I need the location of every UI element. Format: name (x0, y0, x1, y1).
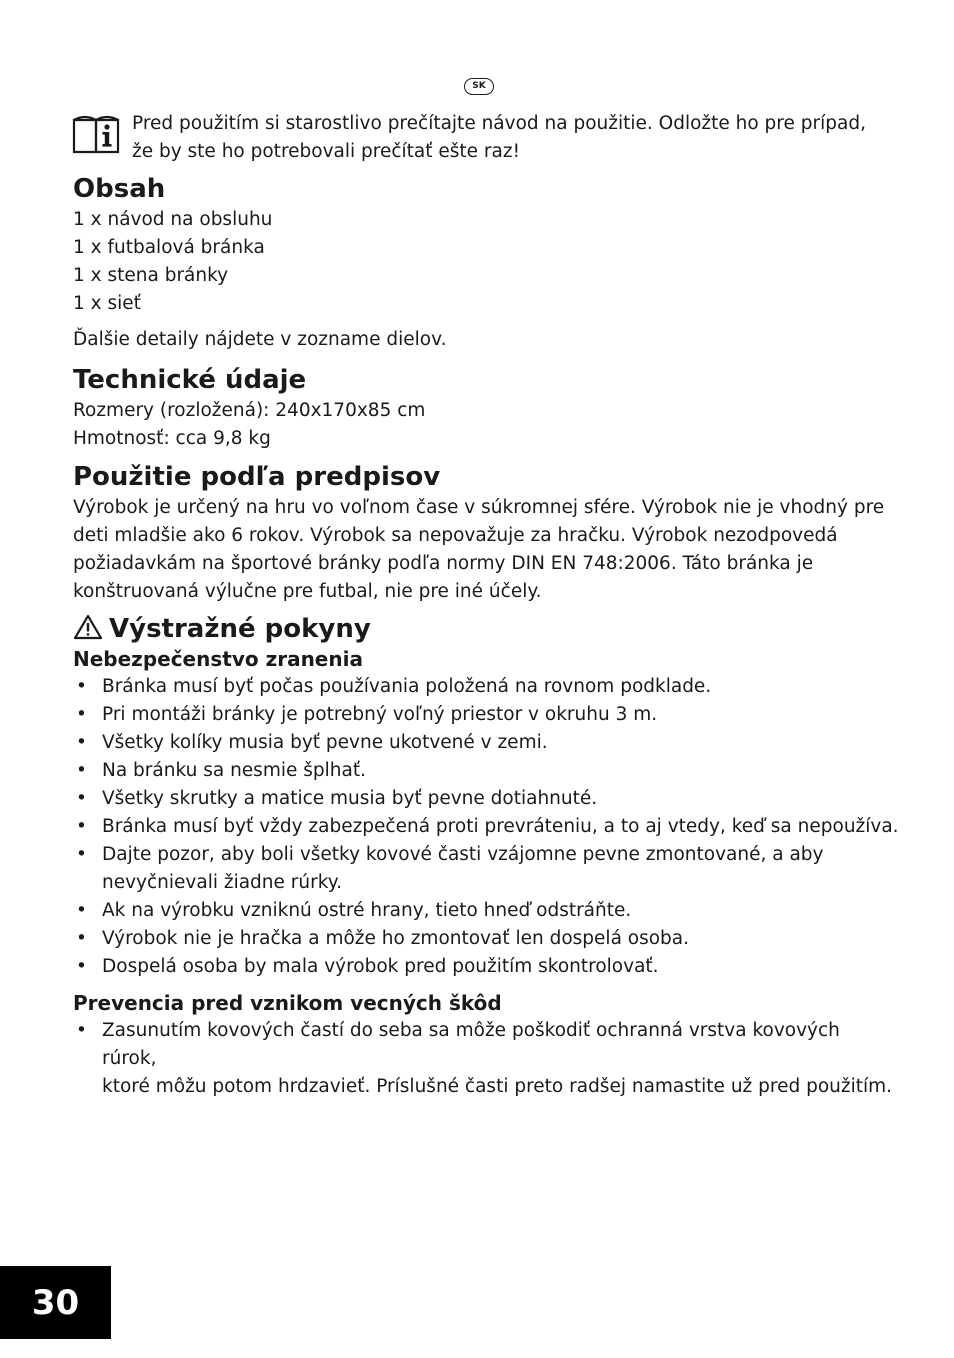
obsah-item: 1 x sieť (73, 293, 141, 314)
technical-heading: Technické údaje (73, 365, 307, 395)
technical-line: Rozmery (rozložená): 240x170x85 cm (73, 400, 426, 421)
obsah-heading: Obsah (73, 174, 166, 204)
injury-subheading: Nebezpečenstvo zranenia (73, 647, 363, 671)
list-item: • Pri montáži bránky je potrebný voľný priestor v okruhu 3 m. (76, 704, 658, 725)
section-obsah (73, 172, 893, 354)
obsah-item: 1 x stena bránky (73, 265, 229, 286)
list-item: • Všetky skrutky a matice musia byť pevne dotiahnuté. (76, 788, 598, 809)
usage-line: požiadavkám na športové bránky podľa normy DIN EN 748:2006. Táto bránka je (73, 553, 814, 574)
list-item: • Bránka musí byť vždy zabezpečená proti prevráteniu, a to aj vtedy, keď sa nepoužíva. (76, 816, 899, 837)
usage-line: Výrobok je určený na hru vo voľnom čase v súkromnej sfére. Výrobok nie je vhodný pre (73, 497, 885, 518)
warning-triangle-icon (73, 614, 103, 640)
technical-line: Hmotnosť: cca 9,8 kg (73, 428, 271, 449)
warnings-heading (73, 612, 893, 646)
intro-line: že by ste ho potrebovali prečítať ešte raz! (132, 141, 520, 162)
injury-list (73, 673, 899, 981)
intro-text (132, 110, 892, 166)
obsah-item: 1 x futbalová bránka (73, 237, 265, 258)
list-item: • Dajte pozor, aby boli všetky kovové časti vzájomne pevne zmontované, a aby nevyčnievali žiadne rúrky. (76, 844, 824, 893)
list-item: • Na bránku sa nesmie šplhať. (76, 760, 366, 781)
info-book-icon (72, 112, 124, 156)
usage-line: deti mladšie ako 6 rokov. Výrobok sa nepovažuje za hračku. Výrobok nezodpovedá (73, 525, 838, 546)
obsah-note: Ďalšie detaily nájdete v zozname dielov. (73, 329, 447, 350)
obsah-item: 1 x návod na obsluhu (73, 209, 273, 230)
list-item: • Zasunutím kovových častí do seba sa môže poškodiť ochranná vrstva kovových rúrok, ktoré môžu potom hrdzavieť. Príslušné časti preto radšej namastite už pred použitím. (76, 1020, 893, 1097)
section-warnings (73, 612, 899, 1101)
list-item: • Ak na výrobku vzniknú ostré hrany, tieto hneď odstráňte. (76, 900, 632, 921)
list-item: • Dospelá osoba by mala výrobok pred použitím skontrolovať. (76, 956, 659, 977)
damage-subheading: Prevencia pred vznikom vecných škôd (73, 991, 502, 1015)
language-badge: SK (464, 78, 494, 95)
warnings-heading-text: Výstražné pokyny (109, 614, 371, 644)
list-item: • Výrobok nie je hračka a môže ho zmontovať len dospelá osoba. (76, 928, 690, 949)
usage-line: konštruovaná výlučne pre futbal, nie pre iné účely. (73, 581, 542, 602)
list-item: • Bránka musí byť počas používania položená na rovnom podklade. (76, 676, 712, 697)
list-item: • Všetky kolíky musia byť pevne ukotvené v zemi. (76, 732, 548, 753)
section-technical (73, 363, 893, 453)
section-usage (73, 460, 893, 606)
page-number: 30 (0, 1266, 111, 1339)
intro-line: Pred použitím si starostlivo prečítajte návod na použitie. Odložte ho pre prípad, (132, 113, 866, 134)
damage-list (73, 1017, 893, 1101)
usage-heading: Použitie podľa predpisov (73, 462, 441, 492)
